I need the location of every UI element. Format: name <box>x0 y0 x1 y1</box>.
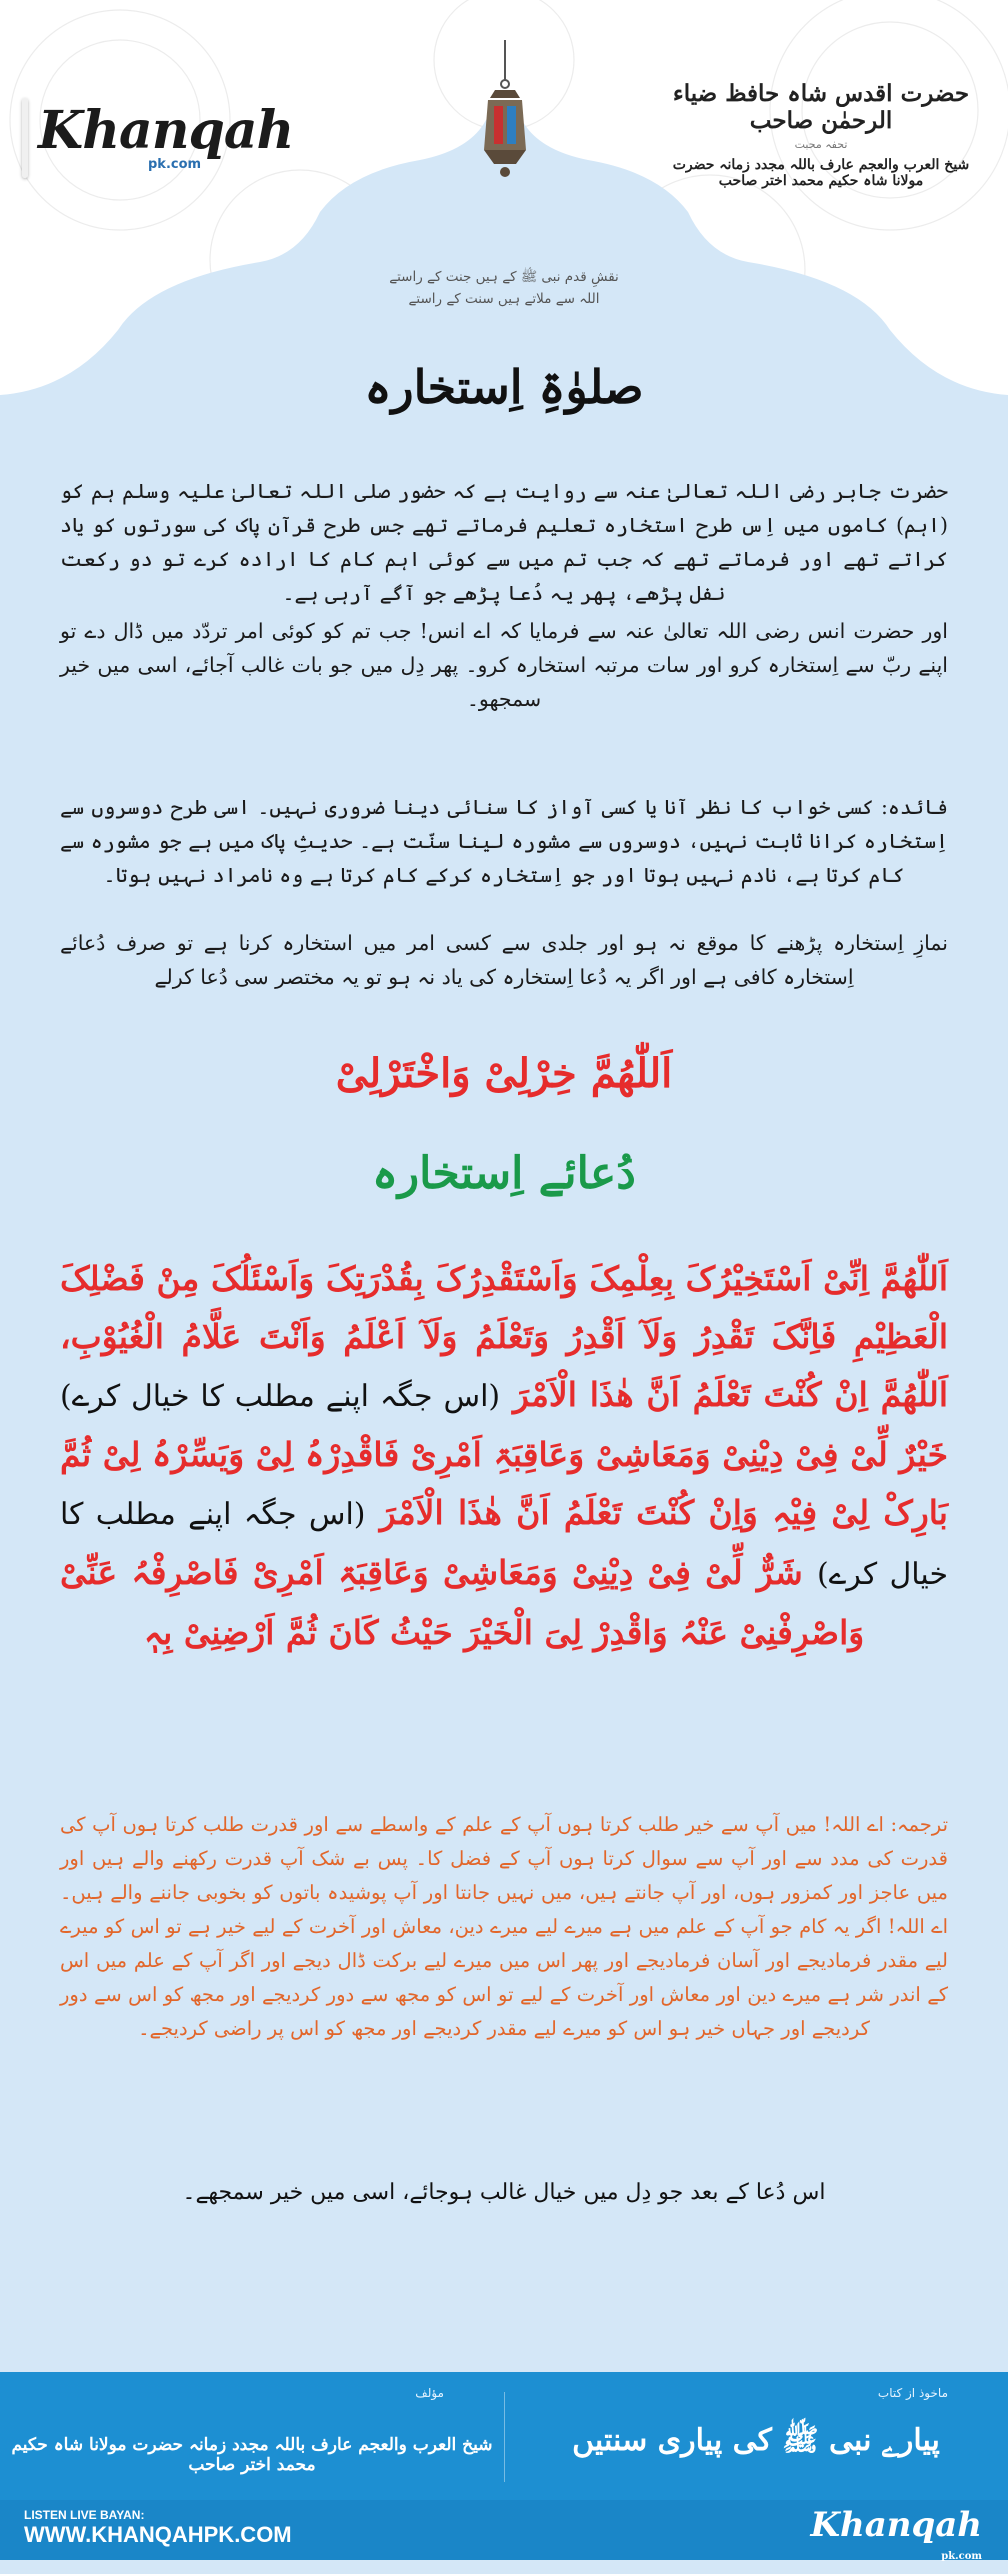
author-name: حضرت اقدس شاہ حافظ ضیاء الرحمٰن صاحب <box>672 80 970 134</box>
footer-author-value: شیخ العرب والعجم عارف باللہ مجدد زمانہ حضرت مولانا شاہ حکیم محمد اختر صاحب <box>11 2435 493 2475</box>
brand-domain: pk.com <box>148 156 202 172</box>
footer-source-label: ماخوذ از کتاب <box>877 2386 948 2400</box>
page-title: صلوٰۃِ اِستخارہ <box>364 360 644 414</box>
closing-line: اس دُعا کے بعد جو دِل میں خیال غالب ہوجائے، اسی میں خیر سمجھے۔ <box>182 2180 826 2205</box>
mosque-icon <box>22 98 28 178</box>
paragraph-hadith-anas: اور حضرت انس رضی اللہ تعالیٰ عنہ سے فرمایا کہ اے انس! جب تم کو کوئی امر تردّد میں ڈال دے تو اپنے ربّ سے اِستخارہ کرو اور سات مرتبہ استخارہ کرو۔ پھر دِل میں جو بات غالب آجائے، اسی میں خیر سمجھو۔ <box>60 619 948 711</box>
author-title: شیخ العرب والعجم عارف باللہ مجدد زمانہ حضرت مولانا شاہ حکیم محمد اختر صاحب <box>672 157 970 189</box>
paragraph-hadith-jabir: حضرت جابر رضی اللہ تعالیٰ عنہ سے روایت ہے کہ حضور صلی اللہ تعالیٰ علیہ وسلم ہم کو (اہم) کاموں میں اِس طرح استخارہ تعلیم فرماتے تھے جس طرح قرآن پاک کی سورتوں کو یاد کراتے تھے اور فرماتے تھے کہ جب تم میں سے کوئی اہم کام کا ارادہ کرے تو دو رکعت نفل پڑھے، پھر یہ دُعا پڑھے جو آگے آرہی ہے۔ <box>60 479 948 605</box>
footer-logo-domain: pk.com <box>941 2551 982 2562</box>
author-block <box>656 80 986 189</box>
paragraph-short-dua-note: نمازِ اِستخارہ پڑھنے کا موقع نہ ہو اور جلدی سے کسی امر میں استخارہ کرنا ہے تو صرف دُعائے اِستخارہ کافی ہے اور اگر یہ دُعا اِستخارہ کی یاد نہ ہو تو یہ مختصر سی دُعا کرلے <box>60 931 948 989</box>
dua-heading: دُعائے اِستخارہ <box>372 1148 636 1199</box>
short-dua: اَللّٰھُمَّ خِرْلِیْ وَاخْتَرْلِیْ <box>335 1050 673 1097</box>
website-link[interactable]: WWW.KHANQAHPK.COM <box>24 2522 292 2547</box>
dua-note-2: (اس جگہ اپنے مطلب کا خیال کرے) <box>60 1497 948 1592</box>
footer-logo[interactable] <box>810 2505 982 2574</box>
footer-logo-name: Khanqah <box>810 2505 982 2545</box>
dua-istikhara <box>60 1250 948 1662</box>
footer-divider <box>504 2392 505 2482</box>
dua-part-2: خَیْرٌ لِّیْ فِیْ دِیْنِیْ وَمَعَاشِیْ وَعَاقِبَۃِ اَمْرِیْ فَاقْدِرْہُ لِیْ وَیَسِّرْہُ لِیْ ثُمَّ بَارِکْ لِیْ فِیْہِ وَاِنْ کُنْتَ تَعْلَمُ اَنَّ ھٰذَا الْاَمْرَ <box>60 1435 948 1532</box>
khanqah-logo[interactable] <box>22 88 294 188</box>
couplet <box>304 266 704 310</box>
paragraph-benefit: فائدہ: کسی خواب کا نظر آنا یا کسی آواز کا سنائی دینا ضروری نہیں۔ اسی طرح دوسروں سے اِستخارہ کرانا ثابت نہیں، دوسروں سے مشورہ لینا سنّت ہے۔ حدیثِ پاک میں ہے جو مشورہ سے کام کرتا ہے، نادم نہیں ہوتا اور جو اِستخارہ کرکے کام کرتا ہے وہ نامراد نہیں ہوتا۔ <box>60 795 948 887</box>
author-caption: تحفہ محبت <box>794 138 848 151</box>
lantern-icon <box>470 40 540 190</box>
couplet-line: نقشِ قدم نبی ﷺ کے ہیں جنت کے راستے <box>389 269 619 285</box>
footer-source <box>504 2372 1008 2500</box>
dua-part-3: شَرٌّ لِّیْ فِیْ دِیْنِیْ وَمَعَاشِیْ وَعَاقِبَۃِ اَمْرِیْ فَاصْرِفْہُ عَنِّیْ وَاصْرِفْنِیْ عَنْہُ وَاقْدِرْ لِیَ الْخَیْرَ حَیْثُ کَانَ ثُمَّ اَرْضِنِیْ بِہٖ <box>60 1553 865 1652</box>
dua-part-1: اَللّٰھُمَّ اِنِّیْ اَسْتَخِیْرُکَ بِعِلْمِکَ وَاَسْتَقْدِرُکَ بِقُدْرَتِکَ وَاَسْئَلُکَ مِنْ فَضْلِکَ الْعَظِیْمِ فَاِنَّکَ تَقْدِرُ وَلَآ اَقْدِرُ وَتَعْلَمُ وَلَآ اَعْلَمُ وَاَنْتَ عَلَّامُ الْغُیُوْبِ، اَللّٰھُمَّ اِنْ کُنْتَ تَعْلَمُ اَنَّ ھٰذَا الْاَمْرَ <box>60 1259 948 1414</box>
footer-source-value: پیارے نبی ﷺ کی پیاری سنتیں <box>572 2423 940 2458</box>
couplet-line: اللہ سے ملاتے ہیں سنت کے راستے <box>408 291 600 307</box>
brand-name: Khanqah <box>38 99 294 161</box>
footer-author-label: مؤلف <box>415 2386 444 2400</box>
dua-note-1: (اس جگہ اپنے مطلب کا خیال کرے) <box>60 1379 501 1414</box>
translation: ترجمہ: اے اللہ! میں آپ سے خیر طلب کرتا ہوں آپ کے علم کے واسطے سے اور قدرت طلب کرتا ہوں آپ کی قدرت کی مدد سے اور آپ سے سوال کرتا ہوں آپ کے فضل کا۔ پس بے شک آپ قدرت رکھنے والے ہیں اور میں عاجز اور کمزور ہوں، اور آپ جانتے ہیں، میں نہیں جانتا اور آپ پوشیدہ باتوں کو بخوبی جاننے والے ہیں۔ اے اللہ! اگر یہ کام جو آپ کے علم میں ہے میرے لیے میرے دین، معاش اور آخرت کے لیے خیر ہے تو اس کو میرے لیے مقدر فرمادیجے اور آسان فرمادیجے اور پھر اس میں میرے لیے برکت ڈال دیجے اور اگر آپ کے علم میں اس کے اندر شر ہے میرے دین اور معاش اور آخرت کے لیے تو اس کو مجھ سے دور کردیجے اور مجھ کو اس سے دور کردیجے اور جہاں خیر ہو اس کو میرے لیے مقدر کردیجے اور مجھ کو اس پر راضی کردیجے۔ <box>60 1813 949 2040</box>
listen-label: LISTEN LIVE BAYAN: <box>24 2508 145 2522</box>
footer-author <box>0 2372 504 2500</box>
